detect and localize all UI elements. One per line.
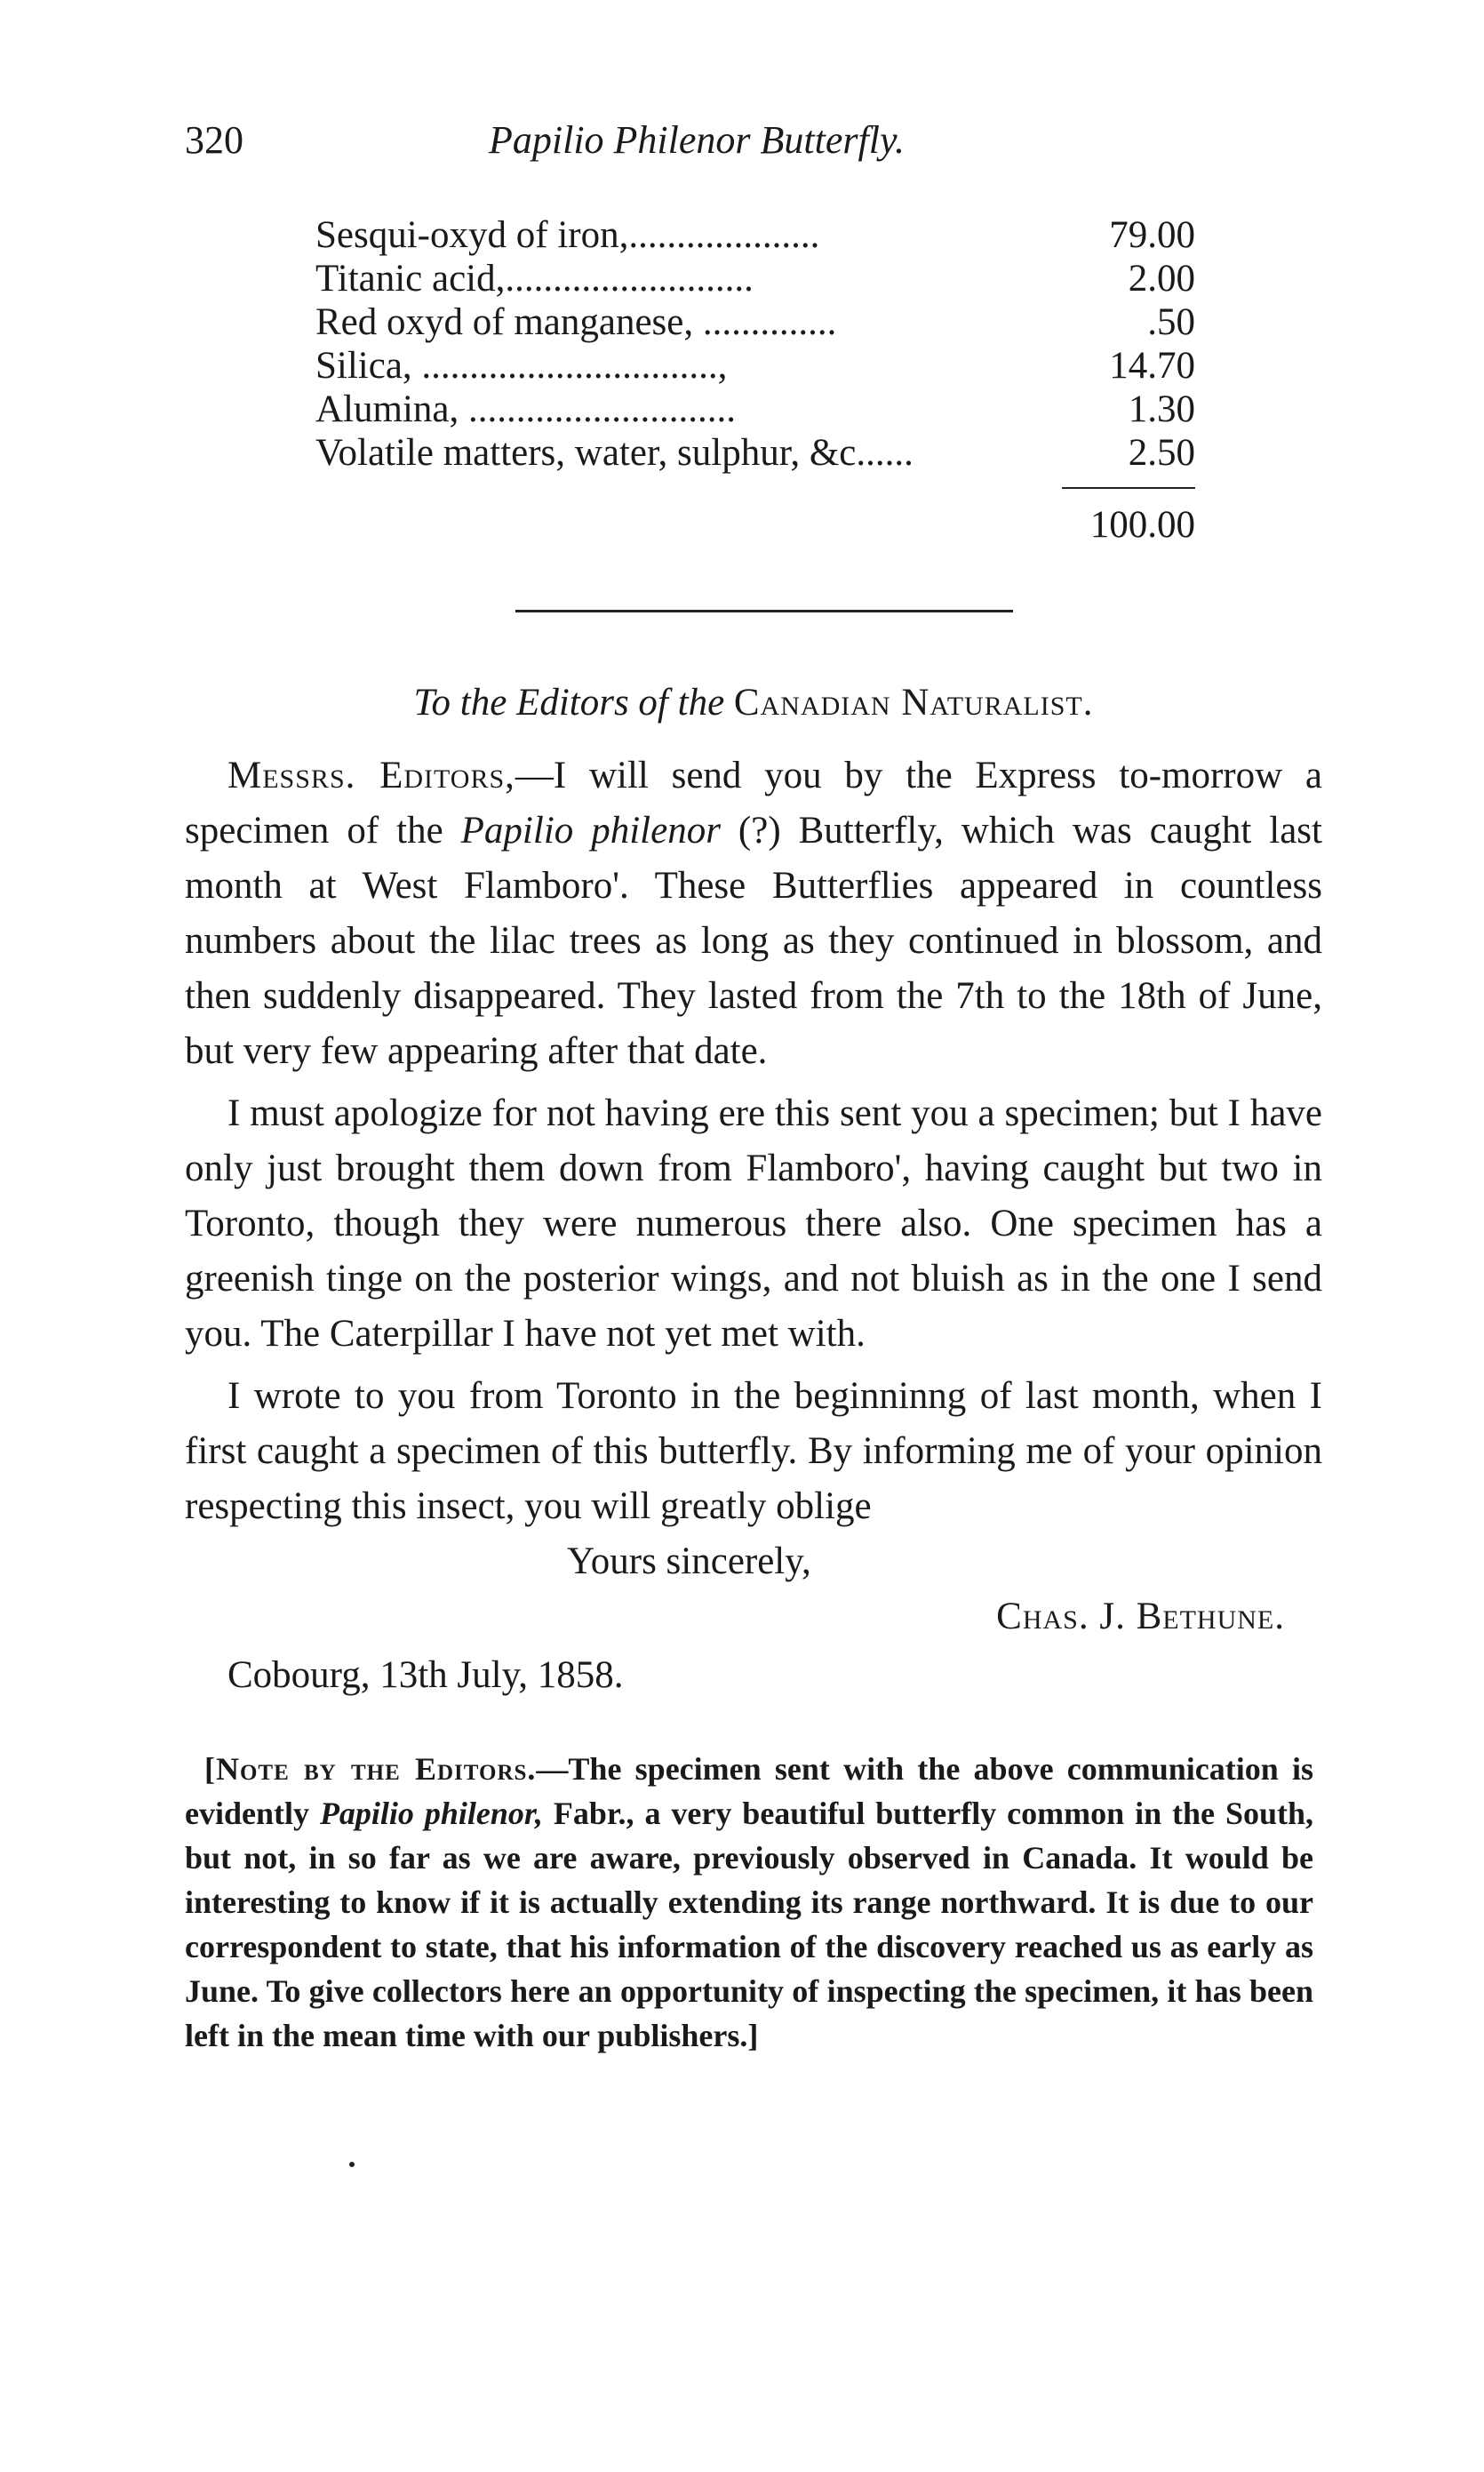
analysis-total: 100.00 <box>1089 504 1195 546</box>
chemical-analysis-table <box>315 213 1195 547</box>
analysis-value: 2.50 <box>1128 432 1195 474</box>
editor-note-lead: [Note by the Editors. <box>204 1751 537 1787</box>
analysis-row <box>315 257 1195 300</box>
running-head: Papilio Philenor Butterfly. <box>489 118 906 162</box>
letter-signature: Chas. J. Bethune. <box>996 1596 1285 1637</box>
editor-note <box>185 1747 1313 2058</box>
editor-note-text: —The specimen sent with the above communication is evidently <box>185 1751 1313 1831</box>
letter-heading <box>185 676 1322 731</box>
editor-note-text: Fabr., a very beautiful butterfly common in the South, but not, in so far as we are aware, previously observed in Canada. It would be interesting to know if it is actually extending its range northward. It is due to our correspondent to state, that his information of the discovery reached us as early as June. To give collectors here an opportunity of inspecting the specimen, it has been left in the mean time with our publishers.] <box>185 1796 1313 2053</box>
ink-dot <box>349 2162 355 2167</box>
letter-paragraph: I must apologize for not having ere this sent you a specimen; but I have only just brought them down from Flamboro', having caught but two in Toronto, though they were numerous there also. One specimen has a greenish tinge on the posterior wings, and not bluish as in the one I send you. The Caterpillar I have not yet met with. <box>185 1092 1322 1355</box>
letter <box>185 676 1322 1703</box>
species-name: Papilio philenor <box>460 810 721 852</box>
analysis-component: Alumina, ............................ <box>315 388 736 430</box>
page-number: 320 <box>185 118 243 162</box>
letter-heading-italic: To the Editors of the <box>413 682 725 724</box>
paragraph-text: (?) Butterfly, which was caught last month at West Flamboro'. These Butterflies appeared in countless numbers about the lilac trees as long as they continued in blossom, and then suddenly disappeared. They lasted from the 7th to the 18th of June, but very few appearing after that date. <box>185 810 1322 1072</box>
analysis-row <box>315 300 1195 344</box>
analysis-row <box>315 213 1195 257</box>
section-divider <box>515 610 1013 612</box>
analysis-value: 2.00 <box>1128 258 1195 300</box>
species-name: Papilio philenor, <box>319 1796 543 1831</box>
analysis-value: .50 <box>1147 301 1195 343</box>
journal-name: Canadian Naturalist. <box>733 682 1094 724</box>
analysis-component: Silica, ..............................., <box>315 345 728 387</box>
analysis-row <box>315 388 1195 431</box>
letter-opening: Messrs. Editors, <box>227 755 515 796</box>
total-rule <box>1062 487 1195 489</box>
letter-place-date: Cobourg, 13th July, 1858. <box>227 1654 624 1696</box>
analysis-component: Red oxyd of manganese, .............. <box>315 301 837 343</box>
letter-paragraph: I wrote to you from Toronto in the beginninng of last month, when I first caught a specimen of this butterfly. By informing me of your opinion respecting this insect, you will greatly oblige <box>185 1375 1322 1527</box>
letter-closing: Yours sincerely, <box>567 1540 811 1582</box>
analysis-component: Sesqui-oxyd of iron,.................... <box>315 214 820 256</box>
letter-paragraph <box>185 748 1322 1079</box>
page-header <box>185 117 1322 171</box>
analysis-component: Volatile matters, water, sulphur, &c...... <box>315 432 914 474</box>
analysis-total-row <box>315 503 1195 547</box>
analysis-value: 1.30 <box>1128 388 1195 430</box>
analysis-row <box>315 431 1195 475</box>
analysis-row <box>315 344 1195 388</box>
analysis-value: 79.00 <box>1109 214 1195 256</box>
analysis-component: Titanic acid,.......................... <box>315 258 754 300</box>
analysis-value: 14.70 <box>1109 345 1195 387</box>
paragraph-text: —I will send you by the Express to-morrow a specimen of the <box>185 755 1322 852</box>
